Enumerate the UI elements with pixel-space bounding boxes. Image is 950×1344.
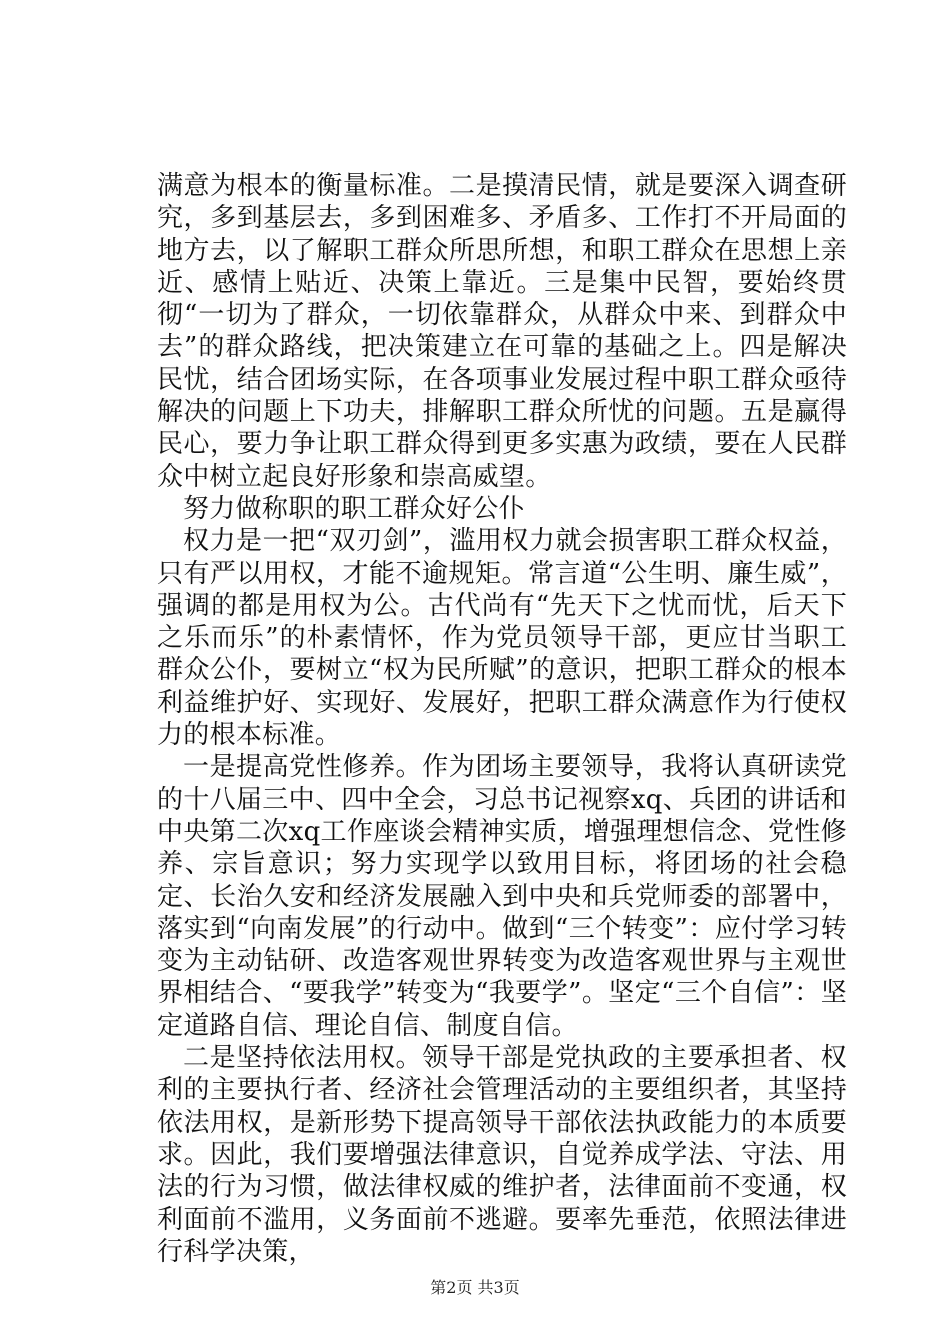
paragraph-power-double-edged-sword: 权力是一把“双刃剑”，滥用权力就会损害职工群众权益，只有严以用权，才能不逾规矩。常言道“公生明、廉生威”，强调的都是用权为公。古代尚有“先天下之忧而忧，后天下之乐而乐”的朴素情怀，作为党员领导干部，更应甘当职工群众公仆，要树立“权为民所赋”的意识，把职工群众的根本利益维护好、实现好、发展好，把职工群众满意作为行使权力的根本标准。 bbox=[157, 526, 847, 751]
paragraph-party-cultivation: 一是提高党性修养。作为团场主要领导，我将认真研读党的十八届三中、四中全会，习总书记视察xq、兵团的讲话和中央第二次xq工作座谈会精神实质，增强理想信念、党性修养、宗旨意识；努力实现学以致用目标，将团场的社会稳定、长治久安和经济发展融入到中央和兵党师委的部署中，落实到“向南发展”的行动中。做到“三个转变”：应付学习转变为主动钻研、改造客观世界转变为改造客观世界与主观世界相结合、“要我学”转变为“我要学”。坚定“三个自信”：坚定道路自信、理论自信、制度自信。 bbox=[157, 752, 847, 1041]
paragraph-standard-of-satisfaction: 满意为根本的衡量标准。二是摸清民情，就是要深入调查研究，多到基层去，多到困难多、矛盾多、工作打不开局面的地方去，以了解职工群众所思所想，和职工群众在思想上亲近、感情上贴近、决策上靠近。三是集中民智，要始终贯彻“一切为了群众，一切依靠群众，从群众中来、到群众中去”的群众路线，把决策建立在可靠的基础之上。四是解决民忧，结合团场实际，在各项事业发展过程中职工群众亟待解决的问题上下功夫，排解职工群众所忧的问题。五是赢得民心，要力争让职工群众得到更多实惠为政绩，要在人民群众中树立起良好形象和崇高威望。 bbox=[157, 171, 847, 492]
page-number-label: 第2页 共3页 bbox=[430, 1278, 520, 1297]
section-heading-public-servant: 努力做称职的职工群众好公仆 bbox=[183, 493, 525, 524]
page-footer bbox=[0, 1278, 950, 1298]
paragraph-lawful-use-of-power: 二是坚持依法用权。领导干部是党执政的主要承担者、权利的主要执行者、经济社会管理活动的主要组织者，其坚持依法用权，是新形势下提高领导干部依法执政能力的本质要求。因此，我们要增强法律意识，自觉养成学法、守法、用法的行为习惯，做法律权威的维护者，法律面前不变通，权利面前不滥用，义务面前不逃避。要率先垂范，依照法律进行科学决策， bbox=[157, 1043, 847, 1267]
document-body bbox=[157, 170, 847, 1268]
